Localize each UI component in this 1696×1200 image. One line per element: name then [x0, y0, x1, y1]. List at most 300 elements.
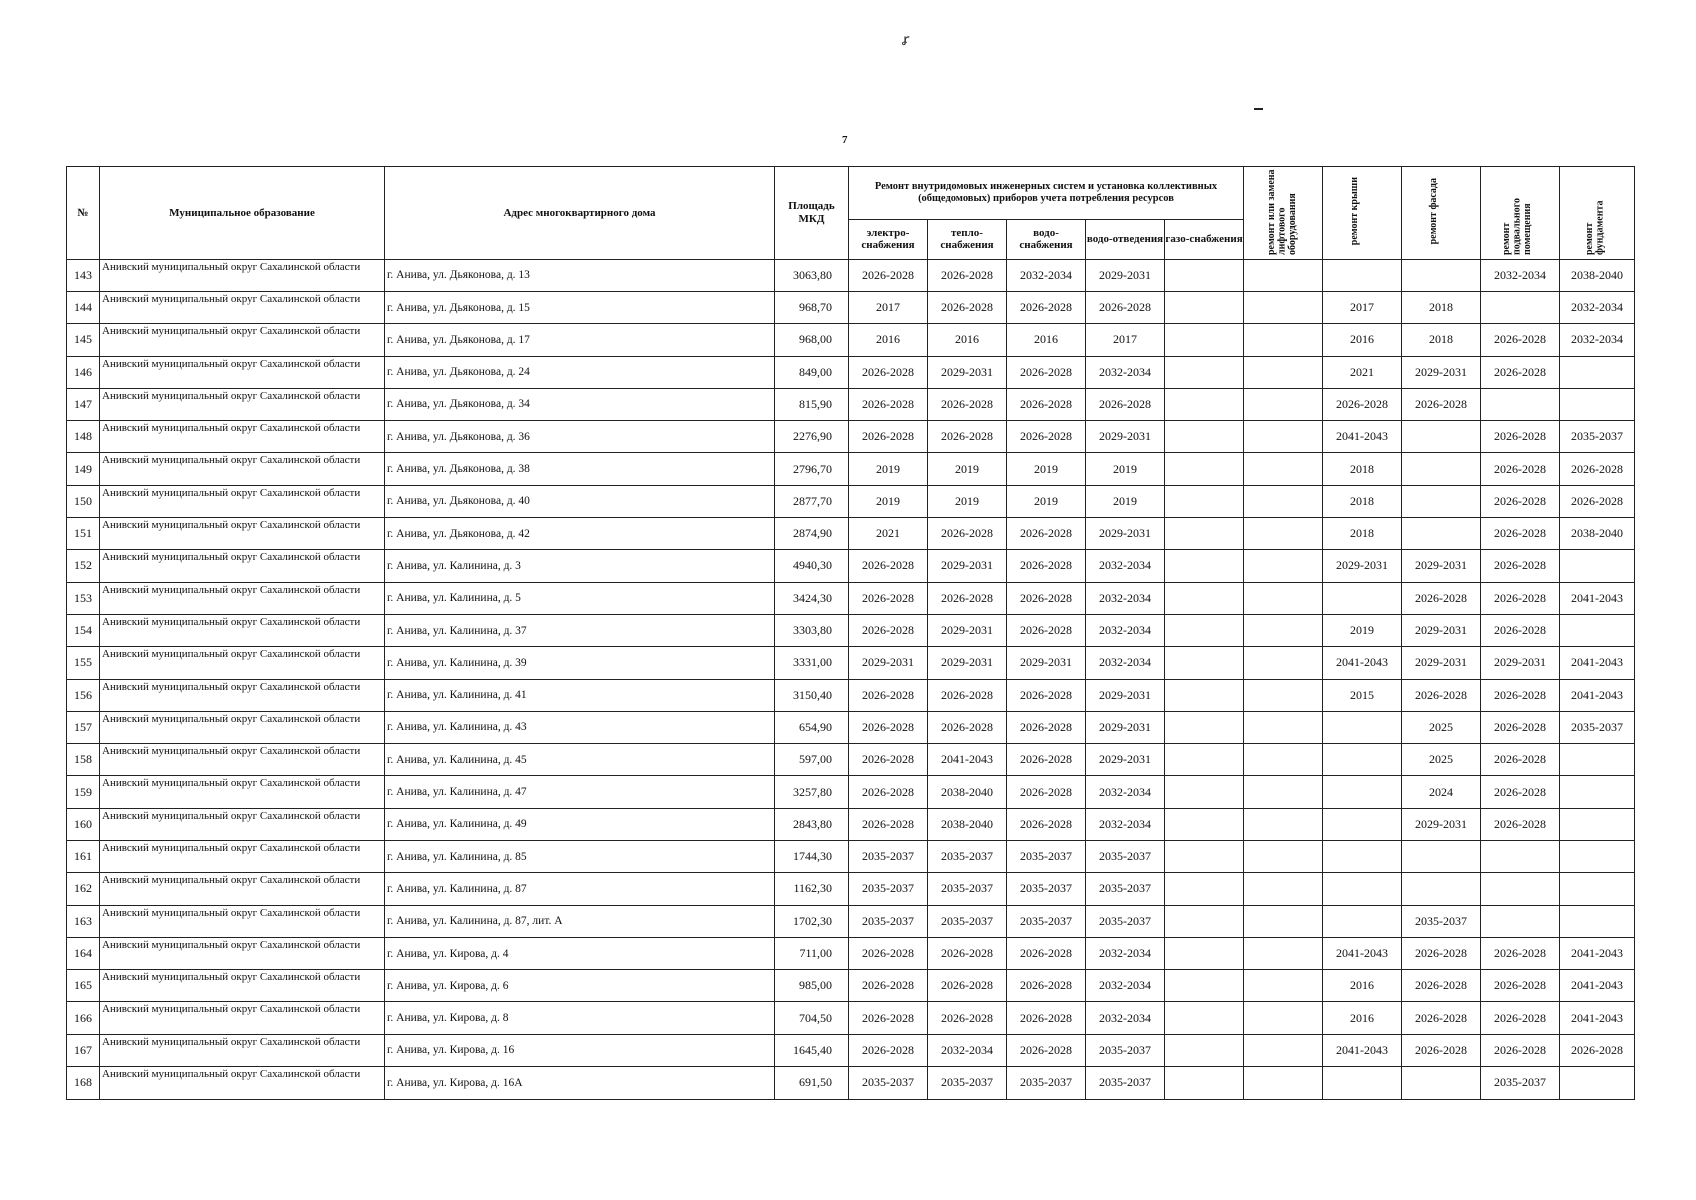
address-cell: г. Анива, ул. Дьяконова, д. 40 [385, 485, 775, 517]
elevator-cell [1244, 485, 1323, 517]
basement-cell: 2026-2028 [1481, 808, 1560, 840]
row-number: 159 [67, 776, 100, 808]
gas-cell [1165, 291, 1244, 323]
address-cell: г. Анива, ул. Дьяконова, д. 13 [385, 259, 775, 291]
water-cell: 2035-2037 [1007, 905, 1086, 937]
header-elevator [1244, 167, 1323, 260]
heat-cell: 2035-2037 [928, 905, 1007, 937]
gas-cell [1165, 614, 1244, 646]
heat-cell: 2019 [928, 485, 1007, 517]
municipality-cell: Анивский муниципальный округ Сахалинской области [100, 259, 385, 291]
municipality-cell: Анивский муниципальный округ Сахалинской области [100, 453, 385, 485]
table-row [67, 356, 1635, 388]
header-roof-label: ремонт крыши [1349, 176, 1360, 246]
heat-cell: 2019 [928, 453, 1007, 485]
electricity-cell: 2035-2037 [849, 905, 928, 937]
facade-cell [1402, 1067, 1481, 1100]
address-cell: г. Анива, ул. Кирова, д. 16А [385, 1067, 775, 1100]
facade-cell [1402, 840, 1481, 872]
heat-cell: 2026-2028 [928, 937, 1007, 969]
gas-cell [1165, 1034, 1244, 1066]
water-cell: 2026-2028 [1007, 1034, 1086, 1066]
basement-cell [1481, 388, 1560, 420]
elevator-cell [1244, 970, 1323, 1002]
gas-cell [1165, 1002, 1244, 1034]
row-number: 153 [67, 582, 100, 614]
heat-cell: 2038-2040 [928, 776, 1007, 808]
heat-cell: 2026-2028 [928, 679, 1007, 711]
sewage-cell: 2029-2031 [1086, 711, 1165, 743]
municipality-cell: Анивский муниципальный округ Сахалинской области [100, 679, 385, 711]
area-cell: 1702,30 [775, 905, 849, 937]
gas-cell [1165, 388, 1244, 420]
municipality-cell: Анивский муниципальный округ Сахалинской области [100, 518, 385, 550]
water-cell: 2026-2028 [1007, 550, 1086, 582]
area-cell: 691,50 [775, 1067, 849, 1100]
foundation-cell: 2038-2040 [1560, 259, 1635, 291]
foundation-cell: 2026-2028 [1560, 485, 1635, 517]
water-cell: 2035-2037 [1007, 1067, 1086, 1100]
electricity-cell: 2026-2028 [849, 1034, 928, 1066]
municipality-cell: Анивский муниципальный округ Сахалинской области [100, 421, 385, 453]
address-cell: г. Анива, ул. Калинина, д. 37 [385, 614, 775, 646]
water-cell: 2026-2028 [1007, 388, 1086, 420]
water-cell: 2026-2028 [1007, 1002, 1086, 1034]
roof-cell: 2016 [1323, 324, 1402, 356]
gas-cell [1165, 324, 1244, 356]
foundation-cell: 2041-2043 [1560, 970, 1635, 1002]
row-number: 168 [67, 1067, 100, 1100]
facade-cell [1402, 453, 1481, 485]
table-row [67, 776, 1635, 808]
sewage-cell: 2029-2031 [1086, 421, 1165, 453]
electricity-cell: 2026-2028 [849, 1002, 928, 1034]
electricity-cell: 2035-2037 [849, 873, 928, 905]
municipality-cell: Анивский муниципальный округ Сахалинской области [100, 614, 385, 646]
table-row [67, 421, 1635, 453]
facade-cell: 2026-2028 [1402, 1034, 1481, 1066]
basement-cell: 2026-2028 [1481, 453, 1560, 485]
foundation-cell: 2041-2043 [1560, 679, 1635, 711]
foundation-cell [1560, 808, 1635, 840]
electricity-cell: 2026-2028 [849, 744, 928, 776]
header-engineering-group: Ремонт внутридомовых инженерных систем и установка коллективных (общедомовых) приборов учета потребления ресурсов [849, 167, 1244, 220]
area-cell: 1744,30 [775, 840, 849, 872]
foundation-cell: 2041-2043 [1560, 937, 1635, 969]
table-row [67, 614, 1635, 646]
facade-cell: 2018 [1402, 291, 1481, 323]
area-cell: 654,90 [775, 711, 849, 743]
area-cell: 1162,30 [775, 873, 849, 905]
heat-cell: 2026-2028 [928, 291, 1007, 323]
foundation-cell [1560, 550, 1635, 582]
heat-cell: 2032-2034 [928, 1034, 1007, 1066]
gas-cell [1165, 905, 1244, 937]
roof-cell [1323, 259, 1402, 291]
address-cell: г. Анива, ул. Дьяконова, д. 34 [385, 388, 775, 420]
area-cell: 4940,30 [775, 550, 849, 582]
heat-cell: 2026-2028 [928, 421, 1007, 453]
municipality-cell: Анивский муниципальный округ Сахалинской области [100, 647, 385, 679]
row-number: 163 [67, 905, 100, 937]
header-sewage: водо-отведения [1086, 219, 1165, 259]
heat-cell: 2029-2031 [928, 550, 1007, 582]
sewage-cell: 2029-2031 [1086, 679, 1165, 711]
electricity-cell: 2035-2037 [849, 840, 928, 872]
foundation-cell [1560, 905, 1635, 937]
basement-cell [1481, 873, 1560, 905]
roof-cell: 2041-2043 [1323, 937, 1402, 969]
electricity-cell: 2026-2028 [849, 679, 928, 711]
address-cell: г. Анива, ул. Кирова, д. 16 [385, 1034, 775, 1066]
area-cell: 597,00 [775, 744, 849, 776]
facade-cell [1402, 485, 1481, 517]
gas-cell [1165, 356, 1244, 388]
area-cell: 849,00 [775, 356, 849, 388]
header-heat: тепло-снабжения [928, 219, 1007, 259]
area-cell: 2276,90 [775, 421, 849, 453]
table-row [67, 1034, 1635, 1066]
facade-cell: 2026-2028 [1402, 970, 1481, 1002]
sewage-cell: 2035-2037 [1086, 905, 1165, 937]
sewage-cell: 2032-2034 [1086, 808, 1165, 840]
roof-cell: 2019 [1323, 614, 1402, 646]
heat-cell: 2041-2043 [928, 744, 1007, 776]
municipality-cell: Анивский муниципальный округ Сахалинской области [100, 970, 385, 1002]
basement-cell: 2032-2034 [1481, 259, 1560, 291]
basement-cell: 2026-2028 [1481, 421, 1560, 453]
facade-cell: 2029-2031 [1402, 550, 1481, 582]
address-cell: г. Анива, ул. Дьяконова, д. 17 [385, 324, 775, 356]
header-water: водо-снабжения [1007, 219, 1086, 259]
sewage-cell: 2032-2034 [1086, 1002, 1165, 1034]
elevator-cell [1244, 711, 1323, 743]
row-number: 147 [67, 388, 100, 420]
basement-cell: 2026-2028 [1481, 1034, 1560, 1066]
facade-cell: 2018 [1402, 324, 1481, 356]
address-cell: г. Анива, ул. Калинина, д. 41 [385, 679, 775, 711]
heat-cell: 2035-2037 [928, 1067, 1007, 1100]
header-address: Адрес многоквартирного дома [385, 167, 775, 260]
electricity-cell: 2026-2028 [849, 937, 928, 969]
area-cell: 2874,90 [775, 518, 849, 550]
sewage-cell: 2035-2037 [1086, 1067, 1165, 1100]
gas-cell [1165, 970, 1244, 1002]
electricity-cell: 2026-2028 [849, 808, 928, 840]
electricity-cell: 2026-2028 [849, 259, 928, 291]
row-number: 150 [67, 485, 100, 517]
address-cell: г. Анива, ул. Дьяконова, д. 38 [385, 453, 775, 485]
facade-cell: 2026-2028 [1402, 679, 1481, 711]
area-cell: 3150,40 [775, 679, 849, 711]
heat-cell: 2038-2040 [928, 808, 1007, 840]
roof-cell [1323, 840, 1402, 872]
gas-cell [1165, 744, 1244, 776]
municipality-cell: Анивский муниципальный округ Сахалинской области [100, 840, 385, 872]
foundation-cell [1560, 614, 1635, 646]
header-basement [1481, 167, 1560, 260]
basement-cell: 2026-2028 [1481, 582, 1560, 614]
table-header [67, 167, 1635, 260]
elevator-cell [1244, 808, 1323, 840]
heat-cell: 2035-2037 [928, 873, 1007, 905]
elevator-cell [1244, 291, 1323, 323]
gas-cell [1165, 259, 1244, 291]
table-row [67, 1067, 1635, 1100]
heat-cell: 2026-2028 [928, 711, 1007, 743]
sewage-cell: 2029-2031 [1086, 518, 1165, 550]
row-number: 143 [67, 259, 100, 291]
area-cell: 3063,80 [775, 259, 849, 291]
address-cell: г. Анива, ул. Кирова, д. 6 [385, 970, 775, 1002]
electricity-cell: 2035-2037 [849, 1067, 928, 1100]
address-cell: г. Анива, ул. Кирова, д. 4 [385, 937, 775, 969]
foundation-cell [1560, 356, 1635, 388]
area-cell: 3331,00 [775, 647, 849, 679]
foundation-cell [1560, 1067, 1635, 1100]
area-cell: 3303,80 [775, 614, 849, 646]
elevator-cell [1244, 647, 1323, 679]
table-row [67, 1002, 1635, 1034]
elevator-cell [1244, 873, 1323, 905]
foundation-cell: 2038-2040 [1560, 518, 1635, 550]
row-number: 164 [67, 937, 100, 969]
water-cell: 2026-2028 [1007, 679, 1086, 711]
heat-cell: 2029-2031 [928, 647, 1007, 679]
municipality-cell: Анивский муниципальный округ Сахалинской области [100, 550, 385, 582]
roof-cell: 2041-2043 [1323, 421, 1402, 453]
facade-cell: 2025 [1402, 711, 1481, 743]
municipality-cell: Анивский муниципальный округ Сахалинской области [100, 905, 385, 937]
elevator-cell [1244, 388, 1323, 420]
elevator-cell [1244, 840, 1323, 872]
area-cell: 815,90 [775, 388, 849, 420]
municipality-cell: Анивский муниципальный округ Сахалинской области [100, 582, 385, 614]
elevator-cell [1244, 453, 1323, 485]
water-cell: 2026-2028 [1007, 970, 1086, 1002]
header-no: № [67, 167, 100, 260]
row-number: 157 [67, 711, 100, 743]
page-number: 7 [842, 134, 848, 146]
water-cell: 2019 [1007, 485, 1086, 517]
roof-cell: 2016 [1323, 970, 1402, 1002]
facade-cell [1402, 259, 1481, 291]
roof-cell [1323, 905, 1402, 937]
water-cell: 2016 [1007, 324, 1086, 356]
elevator-cell [1244, 905, 1323, 937]
area-cell: 1645,40 [775, 1034, 849, 1066]
heat-cell: 2016 [928, 324, 1007, 356]
roof-cell: 2041-2043 [1323, 1034, 1402, 1066]
table-row [67, 937, 1635, 969]
foundation-cell: 2041-2043 [1560, 1002, 1635, 1034]
table-row [67, 840, 1635, 872]
sewage-cell: 2035-2037 [1086, 840, 1165, 872]
address-cell: г. Анива, ул. Дьяконова, д. 15 [385, 291, 775, 323]
address-cell: г. Анива, ул. Кирова, д. 8 [385, 1002, 775, 1034]
basement-cell: 2026-2028 [1481, 1002, 1560, 1034]
basement-cell: 2026-2028 [1481, 776, 1560, 808]
foundation-cell: 2041-2043 [1560, 582, 1635, 614]
row-number: 165 [67, 970, 100, 1002]
facade-cell [1402, 518, 1481, 550]
roof-cell [1323, 711, 1402, 743]
basement-cell: 2026-2028 [1481, 711, 1560, 743]
gas-cell [1165, 518, 1244, 550]
header-foundation [1560, 167, 1635, 260]
water-cell: 2026-2028 [1007, 421, 1086, 453]
electricity-cell: 2026-2028 [849, 356, 928, 388]
row-number: 162 [67, 873, 100, 905]
municipality-cell: Анивский муниципальный округ Сахалинской области [100, 711, 385, 743]
address-cell: г. Анива, ул. Калинина, д. 39 [385, 647, 775, 679]
repair-schedule-table [66, 166, 1635, 1100]
area-cell: 985,00 [775, 970, 849, 1002]
sewage-cell: 2026-2028 [1086, 291, 1165, 323]
address-cell: г. Анива, ул. Калинина, д. 87 [385, 873, 775, 905]
row-number: 144 [67, 291, 100, 323]
roof-cell [1323, 776, 1402, 808]
gas-cell [1165, 776, 1244, 808]
heat-cell: 2026-2028 [928, 970, 1007, 1002]
roof-cell [1323, 744, 1402, 776]
area-cell: 2796,70 [775, 453, 849, 485]
elevator-cell [1244, 259, 1323, 291]
sewage-cell: 2032-2034 [1086, 356, 1165, 388]
table-row [67, 711, 1635, 743]
table-row [67, 970, 1635, 1002]
row-number: 167 [67, 1034, 100, 1066]
row-number: 155 [67, 647, 100, 679]
row-number: 146 [67, 356, 100, 388]
address-cell: г. Анива, ул. Калинина, д. 3 [385, 550, 775, 582]
sewage-cell: 2032-2034 [1086, 647, 1165, 679]
heat-cell: 2029-2031 [928, 614, 1007, 646]
foundation-cell [1560, 873, 1635, 905]
table-row [67, 259, 1635, 291]
roof-cell: 2021 [1323, 356, 1402, 388]
area-cell: 2877,70 [775, 485, 849, 517]
sewage-cell: 2032-2034 [1086, 550, 1165, 582]
sewage-cell: 2026-2028 [1086, 388, 1165, 420]
row-number: 148 [67, 421, 100, 453]
address-cell: г. Анива, ул. Дьяконова, д. 42 [385, 518, 775, 550]
table-row [67, 518, 1635, 550]
water-cell: 2026-2028 [1007, 291, 1086, 323]
facade-cell: 2026-2028 [1402, 582, 1481, 614]
water-cell: 2026-2028 [1007, 744, 1086, 776]
basement-cell [1481, 840, 1560, 872]
table-row [67, 744, 1635, 776]
header-area: Площадь МКД [775, 167, 849, 260]
gas-cell [1165, 711, 1244, 743]
elevator-cell [1244, 356, 1323, 388]
roof-cell: 2029-2031 [1323, 550, 1402, 582]
table-row [67, 873, 1635, 905]
facade-cell: 2029-2031 [1402, 356, 1481, 388]
sewage-cell: 2017 [1086, 324, 1165, 356]
gas-cell [1165, 421, 1244, 453]
address-cell: г. Анива, ул. Калинина, д. 47 [385, 776, 775, 808]
elevator-cell [1244, 744, 1323, 776]
table-row [67, 291, 1635, 323]
water-cell: 2019 [1007, 453, 1086, 485]
sewage-cell: 2032-2034 [1086, 614, 1165, 646]
gas-cell [1165, 453, 1244, 485]
municipality-cell: Анивский муниципальный округ Сахалинской области [100, 1002, 385, 1034]
address-cell: г. Анива, ул. Дьяконова, д. 24 [385, 356, 775, 388]
municipality-cell: Анивский муниципальный округ Сахалинской области [100, 808, 385, 840]
header-foundation-label: ремонт фундамента [1584, 200, 1606, 255]
area-cell: 968,70 [775, 291, 849, 323]
gas-cell [1165, 582, 1244, 614]
scan-dash [1254, 108, 1263, 110]
electricity-cell: 2026-2028 [849, 970, 928, 1002]
area-cell: 3424,30 [775, 582, 849, 614]
elevator-cell [1244, 324, 1323, 356]
elevator-cell [1244, 679, 1323, 711]
electricity-cell: 2016 [849, 324, 928, 356]
elevator-cell [1244, 1034, 1323, 1066]
basement-cell: 2026-2028 [1481, 356, 1560, 388]
basement-cell: 2026-2028 [1481, 679, 1560, 711]
sewage-cell: 2032-2034 [1086, 937, 1165, 969]
address-cell: г. Анива, ул. Калинина, д. 45 [385, 744, 775, 776]
electricity-cell: 2021 [849, 518, 928, 550]
water-cell: 2026-2028 [1007, 582, 1086, 614]
roof-cell: 2018 [1323, 518, 1402, 550]
row-number: 151 [67, 518, 100, 550]
sewage-cell: 2032-2034 [1086, 582, 1165, 614]
facade-cell: 2026-2028 [1402, 388, 1481, 420]
sewage-cell: 2032-2034 [1086, 970, 1165, 1002]
electricity-cell: 2026-2028 [849, 421, 928, 453]
roof-cell [1323, 582, 1402, 614]
municipality-cell: Анивский муниципальный округ Сахалинской области [100, 776, 385, 808]
row-number: 156 [67, 679, 100, 711]
roof-cell: 2017 [1323, 291, 1402, 323]
municipality-cell: Анивский муниципальный округ Сахалинской области [100, 324, 385, 356]
facade-cell: 2026-2028 [1402, 937, 1481, 969]
electricity-cell: 2026-2028 [849, 388, 928, 420]
basement-cell: 2029-2031 [1481, 647, 1560, 679]
table-row [67, 550, 1635, 582]
municipality-cell: Анивский муниципальный округ Сахалинской области [100, 356, 385, 388]
foundation-cell [1560, 744, 1635, 776]
facade-cell: 2029-2031 [1402, 647, 1481, 679]
water-cell: 2026-2028 [1007, 808, 1086, 840]
foundation-cell: 2035-2037 [1560, 421, 1635, 453]
water-cell: 2026-2028 [1007, 518, 1086, 550]
municipality-cell: Анивский муниципальный округ Сахалинской области [100, 291, 385, 323]
sewage-cell: 2019 [1086, 485, 1165, 517]
elevator-cell [1244, 614, 1323, 646]
facade-cell [1402, 421, 1481, 453]
row-number: 154 [67, 614, 100, 646]
foundation-cell [1560, 388, 1635, 420]
roof-cell: 2018 [1323, 485, 1402, 517]
gas-cell [1165, 873, 1244, 905]
header-facade-label: ремонт фасада [1428, 177, 1439, 245]
row-number: 145 [67, 324, 100, 356]
address-cell: г. Анива, ул. Дьяконова, д. 36 [385, 421, 775, 453]
foundation-cell: 2032-2034 [1560, 291, 1635, 323]
water-cell: 2026-2028 [1007, 937, 1086, 969]
address-cell: г. Анива, ул. Калинина, д. 43 [385, 711, 775, 743]
header-electricity: электро-снабжения [849, 219, 928, 259]
water-cell: 2032-2034 [1007, 259, 1086, 291]
table-row [67, 582, 1635, 614]
